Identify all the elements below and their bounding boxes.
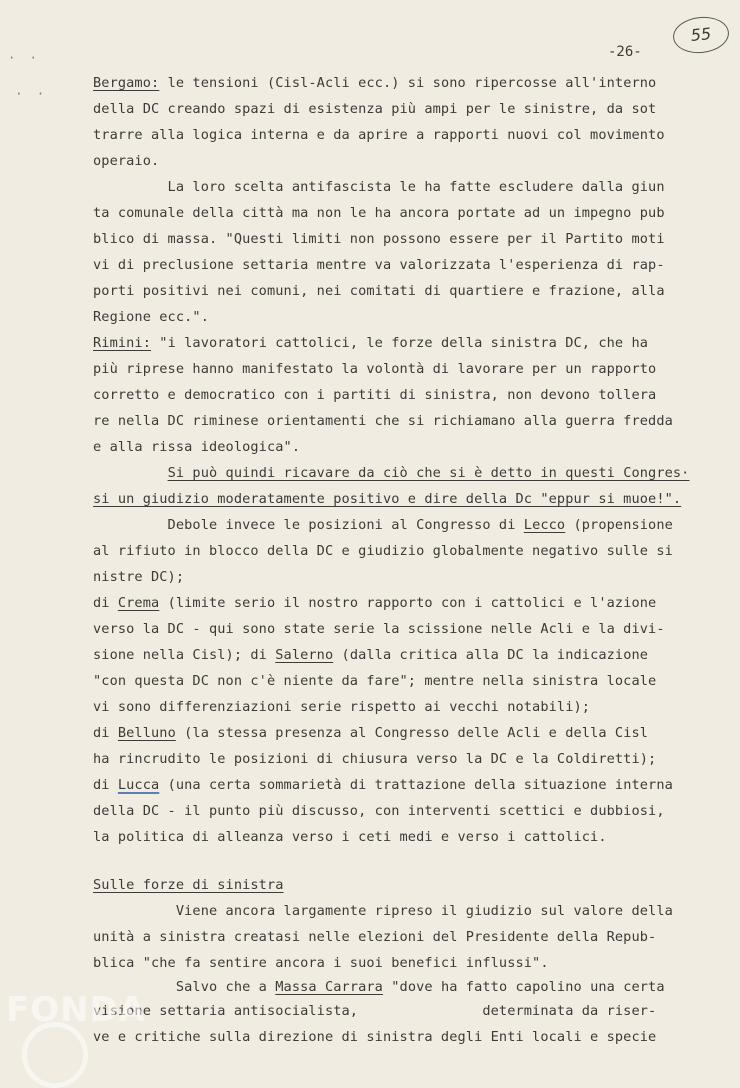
text-line <box>93 308 209 326</box>
underlined-text: Massa Carrara <box>275 979 383 995</box>
text-span: Debole invece le posizioni al Congresso di <box>93 517 524 533</box>
text-line <box>93 1028 656 1046</box>
text-line <box>93 126 665 144</box>
text-line <box>93 334 648 352</box>
text-line <box>93 438 300 456</box>
text-span: Viene ancora largamente ripreso il giudizio sul valore della <box>93 903 673 919</box>
underlined-text: Crema <box>117 595 160 611</box>
text-line <box>93 1002 656 1020</box>
text-line <box>93 516 673 534</box>
text-line <box>93 672 656 690</box>
text-line <box>93 724 648 742</box>
text-span: unità a sinistra creatasi nelle elezioni del Presidente della Repub- <box>93 929 657 945</box>
underlined-text: Bergamo: <box>93 75 160 91</box>
underlined-text: Salerno <box>275 647 334 663</box>
text-span: vi sono differenziazioni serie rispetto ai vecchi notabili); <box>93 699 591 715</box>
text-line <box>93 876 284 894</box>
text-line <box>93 698 590 716</box>
text-line <box>93 542 673 560</box>
text-span: di <box>93 725 118 741</box>
text-span: corretto e democratico con i partiti di sinistra, non devono tollera <box>93 387 657 403</box>
text-span: re nella DC riminese orientamenti che si richiamano alla guerra fredda <box>93 413 673 429</box>
text-line <box>93 978 665 996</box>
text-line <box>93 828 607 846</box>
watermark-logo <box>22 1022 88 1088</box>
text-line <box>93 256 665 274</box>
text-span: "dove ha fatto capolino una certa <box>382 979 665 995</box>
text-line <box>93 954 549 972</box>
text-line <box>93 464 689 482</box>
page-number: -26- <box>608 44 642 60</box>
underlined-text: Lucca <box>117 777 160 793</box>
text-line <box>93 178 665 196</box>
text-line <box>93 152 159 170</box>
text-span: porti positivi nei comuni, nei comitati di quartiere e frazione, alla <box>93 283 665 299</box>
text-line <box>93 928 656 946</box>
text-span: sione nella Cisl); di <box>93 647 276 663</box>
text-span <box>93 465 168 481</box>
text-span: verso la DC - qui sono state serie la scissione nelle Acli e la divi- <box>93 621 665 637</box>
page-stamp: 55 <box>671 14 730 56</box>
text-line <box>93 386 656 404</box>
underlined-text: Lecco <box>523 517 566 533</box>
text-span: e alla rissa ideologica". <box>93 439 301 455</box>
text-line <box>93 802 665 820</box>
text-line <box>93 100 656 118</box>
text-line <box>93 568 184 586</box>
watermark: FONDA <box>6 990 147 1030</box>
text-span: blico di massa. "Questi limiti non possono essere per il Partito moti <box>93 231 665 247</box>
text-span: ve e critiche sulla direzione di sinistra degli Enti locali e specie <box>93 1029 657 1045</box>
text-span: di <box>93 777 118 793</box>
text-span: Regione ecc.". <box>93 309 209 325</box>
text-span: "con questa DC non c'è niente da fare"; mentre nella sinistra locale <box>93 673 657 689</box>
underlined-text: Belluno <box>117 725 176 741</box>
text-span: più riprese hanno manifestato la volontà di lavorare per un rapporto <box>93 361 657 377</box>
text-line <box>93 646 648 664</box>
text-span: Salvo che a <box>93 979 276 995</box>
text-line <box>93 594 656 612</box>
underlined-text: Si può quindi ricavare da ciò che si è detto in questi Congres· <box>167 465 690 481</box>
text-span: visione settaria antisocialista, determinata da riser- <box>93 1003 657 1019</box>
text-span: le tensioni (Cisl-Acli ecc.) si sono ripercosse all'interno <box>159 75 657 91</box>
text-span: La loro scelta antifascista le ha fatte escludere dalla giun <box>93 179 665 195</box>
text-span: blica "che fa sentire ancora i suoi benefici influssi". <box>93 955 549 971</box>
text-line <box>93 490 681 508</box>
text-line <box>93 360 656 378</box>
text-span: della DC creando spazi di esistenza più ampi per le sinistre, da sot <box>93 101 657 117</box>
text-line <box>93 620 665 638</box>
text-span: (la stessa presenza al Congresso delle Acli e della Cisl <box>175 725 649 741</box>
text-span: della DC - il punto più discusso, con interventi scettici e dubbiosi, <box>93 803 665 819</box>
text-span: (una certa sommarietà di trattazione della situazione interna <box>159 777 673 793</box>
text-span: operaio. <box>93 153 160 169</box>
text-span: al rifiuto in blocco della DC e giudizio globalmente negativo sulle si <box>93 543 673 559</box>
text-line <box>93 412 673 430</box>
text-line <box>93 282 665 300</box>
text-span: (propensione <box>565 517 673 533</box>
underlined-text: si un giudizio moderatamente positivo e dire della Dc "eppur si muoe!". <box>93 491 682 507</box>
text-span: "i lavoratori cattolici, le forze della sinistra DC, che ha <box>151 335 649 351</box>
text-span: ta comunale della città ma non le ha ancora portate ad un impegno pub <box>93 205 665 221</box>
text-span: (limite serio il nostro rapporto con i cattolici e l'azione <box>159 595 657 611</box>
text-span: di <box>93 595 118 611</box>
text-span: la politica di alleanza verso i ceti medi e verso i cattolici. <box>93 829 607 845</box>
text-span: vi di preclusione settaria mentre va valorizzata l'esperienza di rap- <box>93 257 665 273</box>
text-span: nistre DC); <box>93 569 185 585</box>
text-span: trarre alla logica interna e da aprire a rapporti nuovi col movimento <box>93 127 665 143</box>
text-line <box>93 204 665 222</box>
text-line <box>93 902 673 920</box>
margin-marks: · · · · <box>8 51 45 101</box>
text-span: ha rincrudito le posizioni di chiusura verso la DC e la Coldiretti); <box>93 751 657 767</box>
underlined-text: Sulle forze di sinistra <box>93 877 284 893</box>
text-line <box>93 74 656 92</box>
text-span: (dalla critica alla DC la indicazione <box>333 647 649 663</box>
text-line <box>93 230 665 248</box>
text-line <box>93 776 673 794</box>
text-line <box>93 750 656 768</box>
underlined-text: Rimini: <box>93 335 151 351</box>
